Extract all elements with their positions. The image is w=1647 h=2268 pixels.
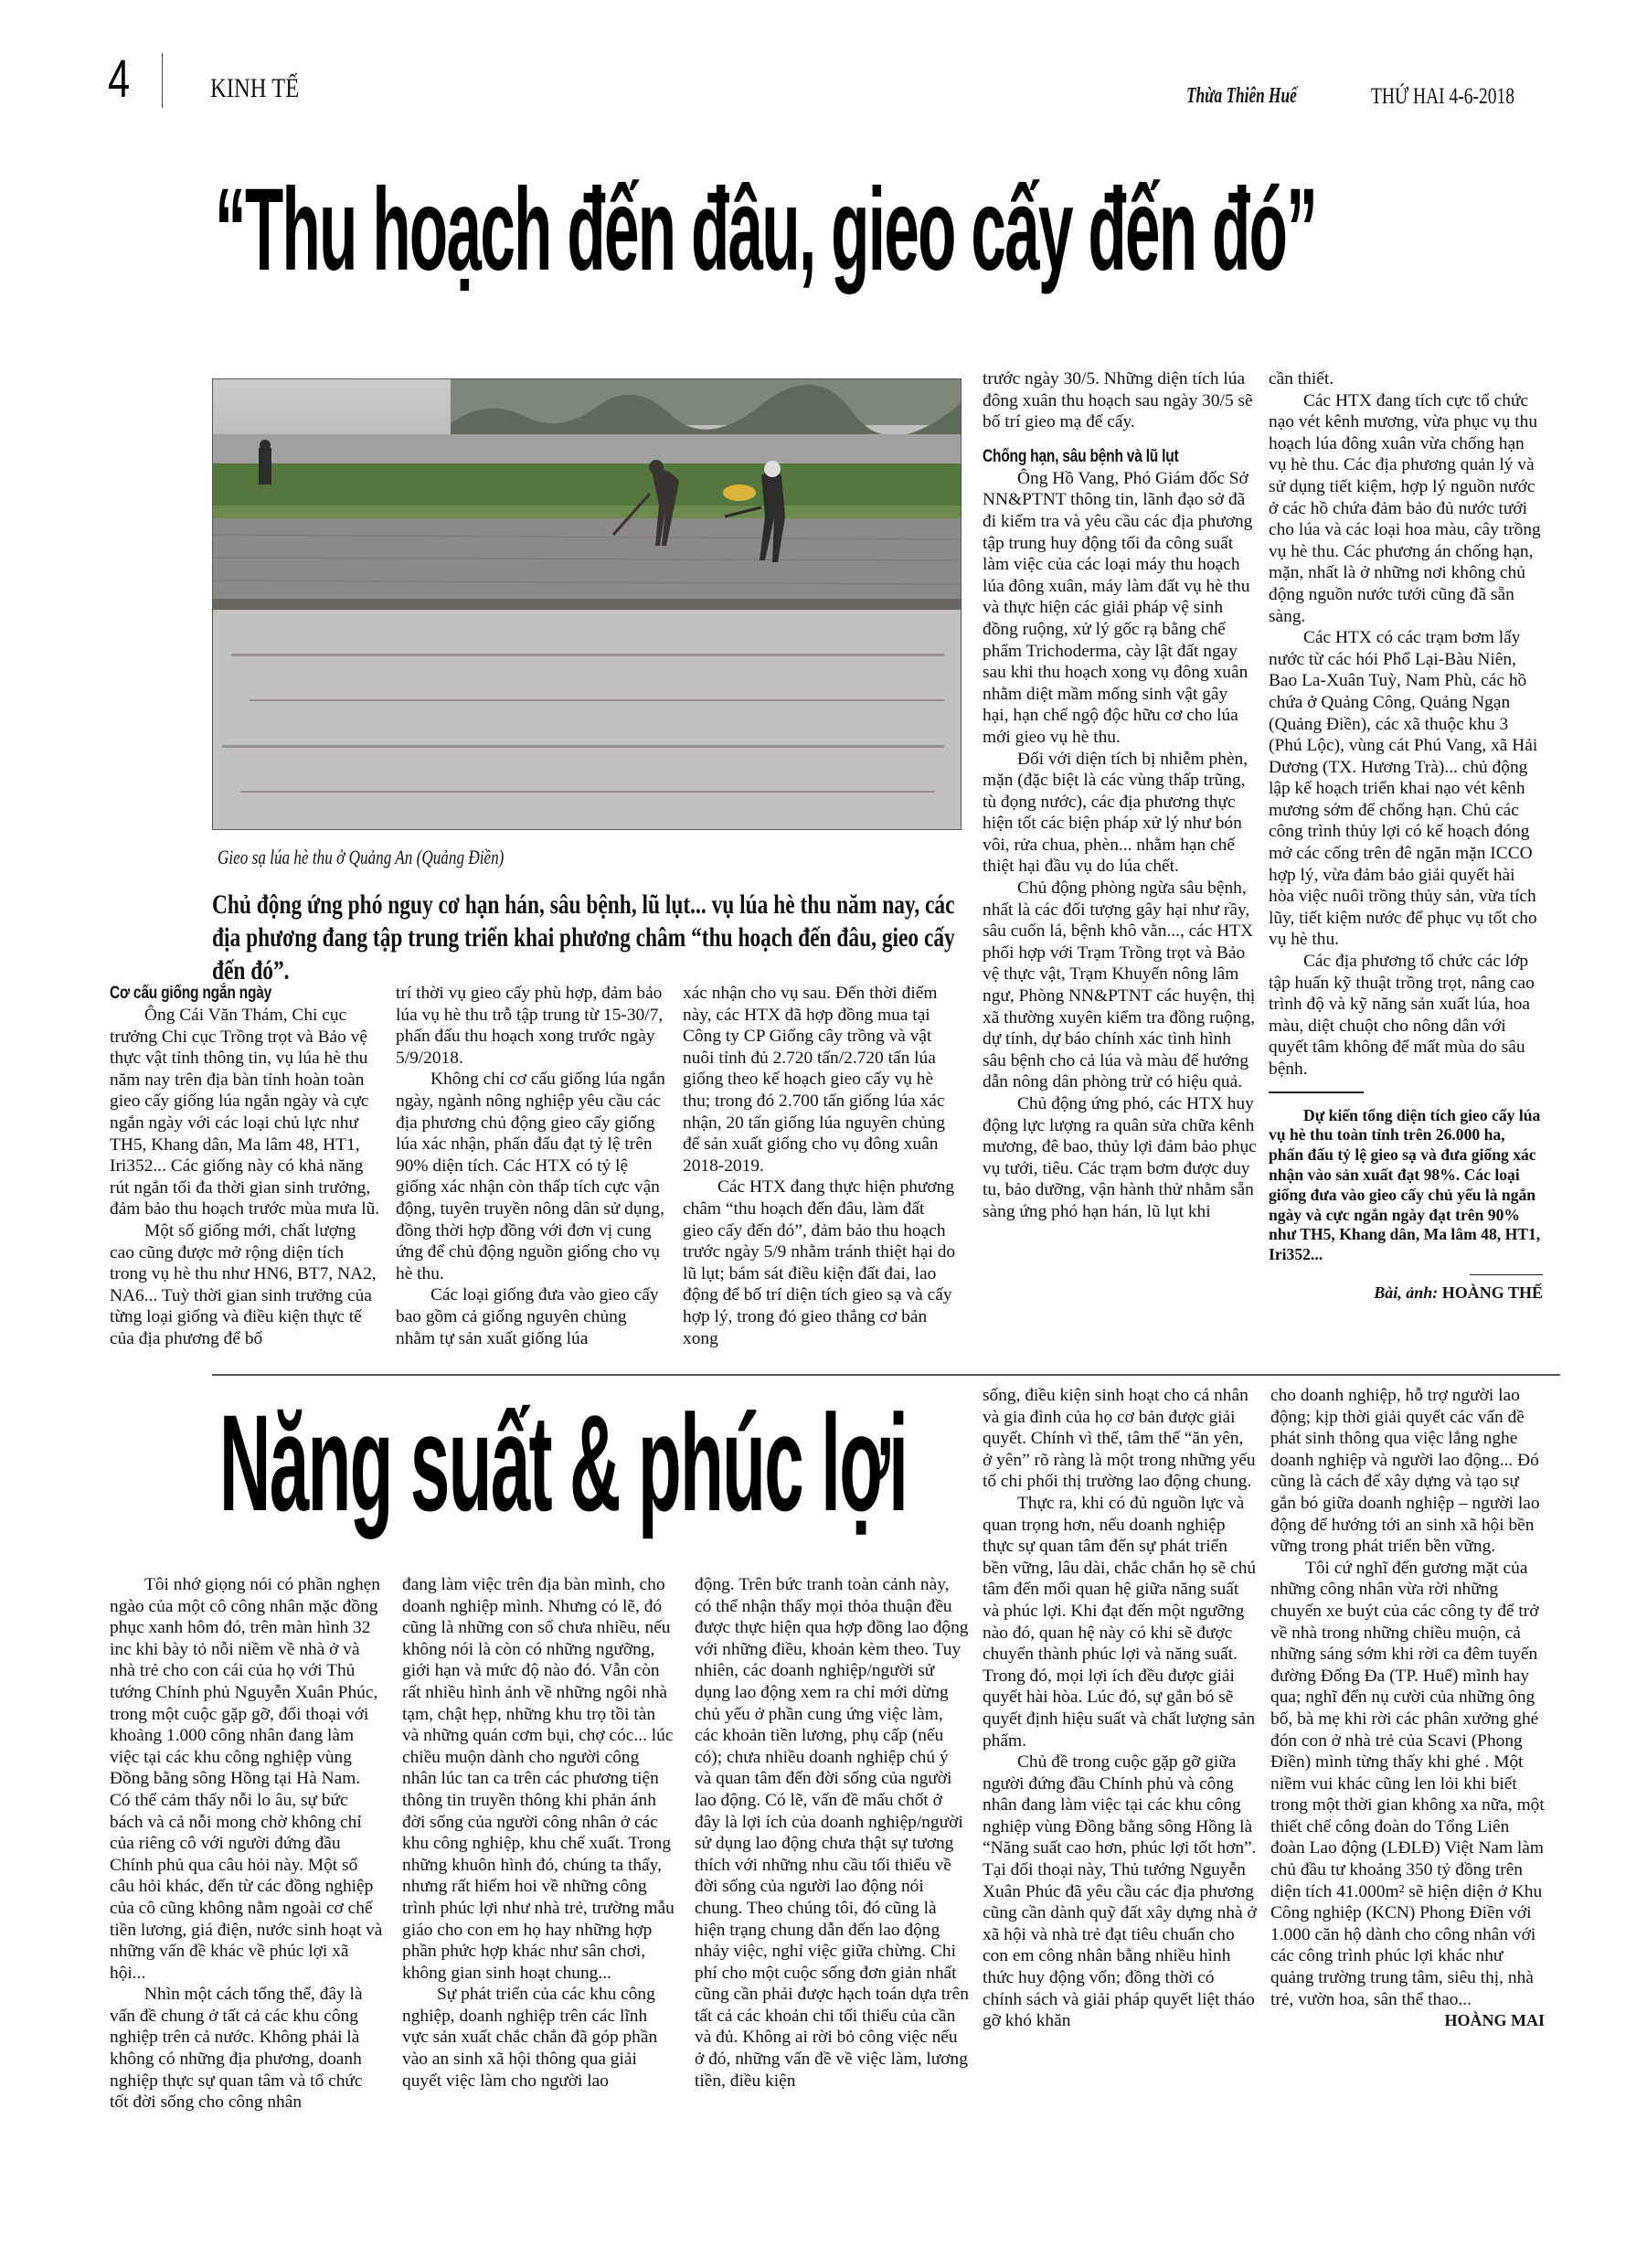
paragraph: động. Trên bức tranh toàn cảnh này, có thể nhận thấy mọi thỏa thuận đều được thực hiện qua hợp đồng lao động với những điều, khoản kèm theo. Tuy nhiên, các doanh nghiệp/người sử dụng lao động xem ra chỉ mới dừng chủ yếu ở phần cung ứng việc làm, các khoản tiền lương, phụ cấp (nếu có); chưa nhiều doanh nghiệp chú ý và quan tâm đến đời sống của người lao động. Có lẽ, vấn đề mấu chốt ở đây là lợi ích của doanh nghiệp/người sử dụng lao động chưa thật sự tương thích với những nhu cầu tối thiểu về đời sống của người lao động nói chung. Theo chúng tôi, đó cũng là hiện trạng chung dẫn đến lao động nhảy việc, nghỉ việc giữa chừng. Chi phí cho một cuộc sống đơn giản nhất cũng cần phải được hạch toán dựa trên tất cả các khoản chi tối thiểu của cần và đủ. Không ai rời bỏ công việc nếu ở đó, những vấn đề về việc làm, lương tiền, điều kiện — [695, 1575, 969, 2091]
paragraph: Tôi cứ nghĩ đến gương mặt của những công nhân vừa rời những chuyến xe buýt của các công ty để trở về nhà trong những chiều muộn, cả những sáng sớm khi rời ca đêm tuyến đường Đống Đa (TP. Huế) mình hay qua; nghĩ đến nụ cười của những ông bố, bà mẹ khi rời các phân xưởng ghé đón con ở nhà trẻ của Scavi (Phong Điền) mình từng thấy khi ghé . Một niềm vui khác cũng len lỏi khi biết trong một thời gian không xa nữa, một thiết chế công đoàn do Tổng Liên đoàn Lao động (LĐLĐ) Việt Nam làm chủ đầu tư khoảng 350 tỷ đồng trên diện tích 41.000m² sẽ hiện diện ở Khu Công nghiệp (KCN) Phong Điền với 1.000 căn hộ dành cho công nhân với các công trình phúc lợi khác như quảng trường trung tâm, siêu thị, nhà trẻ, vườn hoa, sân thể thao... — [1270, 1558, 1545, 2009]
paragraph: Chủ đề trong cuộc gặp gỡ giữa người đứng đầu Chính phủ và công nhân đang làm việc tại các khu công nghiệp vùng Đồng bằng sông Hồng là “Năng suất cao hơn, phúc lợi tốt hơn”. Tại đối thoại này, Thủ tướng Nguyễn Xuân Phúc đã yêu cầu các địa phương cũng cần dành quỹ đất xây dựng nhà ở xã hội và nhà trẻ đạt tiêu chuẩn cho con em công nhân bằng nhiều hình thức huy động vốn; đồng thời có chính sách và giải pháp quyết liệt tháo gỡ khó khăn — [983, 1752, 1257, 2031]
rice-field-photo — [212, 378, 962, 830]
byline-divider — [1470, 1274, 1543, 1275]
article-divider — [212, 1374, 1560, 1376]
paragraph: trước ngày 30/5. Những diện tích lúa đông xuân thu hoạch sau ngày 30/5 sẽ bố trí gieo mạ để cấy. — [983, 369, 1253, 432]
paragraph: Tôi nhớ giọng nói có phần nghẹn ngào của một cô công nhân mặc đồng phục xanh hôm đó, trên màn hình 32 inc khi bày tỏ nỗi niềm về nhà ở và nhà trẻ cho con cái của họ với Thủ tướng Chính phủ Nguyễn Xuân Phúc, trong một cuộc gặp gỡ, đối thoại với khoảng 1.000 công nhân đang làm việc tại các khu công nghiệp vùng Đồng bằng sông Hồng tại Hà Nam. Có thể cảm thấy nỗi lo âu, sự bức bách và cả nỗi mong chờ không chỉ của riêng cô với người đứng đầu Chính phủ qua câu hỏi này. Một số câu hỏi khác, đến từ các đồng nghiệp của cô cũng không nằm ngoài cơ chế tiền lương, giá điện, nước sinh hoạt và những vấn đề khác về phúc lợi xã hội... — [110, 1575, 383, 1983]
newspaper-name: Thừa Thiên Huế — [1186, 84, 1297, 108]
article2-headline: Năng suất & phúc lợi — [219, 1386, 908, 1539]
photo-caption: Gieo sạ lúa hè thu ở Quảng An (Quảng Điền) — [218, 846, 505, 868]
article2-column-3 — [695, 1574, 969, 2092]
paragraph: Không chỉ cơ cấu giống lúa ngắn ngày, ngành nông nghiệp yêu cầu các địa phương chủ động gieo cấy giống lúa xác nhận, phấn đấu đạt tỷ lệ trên 90% diện tích. Các HTX có tỷ lệ giống xác nhận còn thấp tích cực vận động, tuyên truyền nông dân sử dụng, đồng thời hợp đồng với đơn vị cung ứng để chủ động nguồn giống cho vụ hè thu. — [396, 1070, 665, 1283]
article1-column-2 — [396, 983, 670, 1349]
paragraph: Thực ra, khi có đủ nguồn lực và quan trọng hơn, nếu doanh nghiệp thực sự quan tâm đến sự phát triển bền vững, lâu dài, chắc chắn họ sẽ chú tâm đến mối quan hệ giữa năng suất và phúc lợi. Khi đạt đến một ngưỡng nào đó, quan hệ này có khi sẽ được chuyển thành phúc lợi và năng suất. Trong đó, mọi lợi ích đều được giải quyết hài hòa. Lúc đó, sự gắn bó sẽ quyết định hiệu suất và chất lượng sản phẩm. — [983, 1493, 1257, 1751]
article1-headline: “Thu hoạch đến đâu, gieo cấy đến đó” — [215, 165, 1317, 295]
paragraph: cho doanh nghiệp, hỗ trợ người lao động; kịp thời giải quyết các vấn đề phát sinh thông qua việc lắng nghe doanh nghiệp và người lao động... Đó cũng là cách để xây dựng và tạo sự gắn bó giữa doanh nghiệp – người lao động để hướng tới an sinh xã hội bền vững trong phát triển bền vững. — [1270, 1386, 1540, 1557]
paragraph: Các địa phương tổ chức các lớp tập huấn kỹ thuật trồng trọt, nâng cao trình độ và kỹ năng sản xuất lúa, hoa màu, diệt chuột cho nông dân với quyết tâm không để mất mùa do sâu bệnh. — [1269, 952, 1535, 1079]
highlight-box — [1269, 1106, 1543, 1265]
paragraph: Ông Cái Văn Thám, Chi cục trưởng Chi cục Trồng trọt và Bảo vệ thực vật tỉnh thông tin, vụ lúa hè thu năm nay trên địa bàn tỉnh hoàn toàn gieo cấy giống lúa ngắn ngày và cực ngắn ngày với các loại chủ lực như TH5, Khang dân, Ma lâm 48, HT1, Iri352... Các giống này có khả năng rút ngắn tối đa thời gian sinh trưởng, đảm bảo thu hoạch trước mùa mưa lũ. — [110, 1006, 380, 1219]
paragraph: Các HTX có các trạm bơm lấy nước từ các hói Phổ Lại-Bàu Niên, Bao La-Xuân Tuỳ, Nam Phù, các hồ chứa ở Quảng Công, Quảng Ngạn (Quảng Điền), các xã thuộc khu 3 (Phú Lộc), vùng cát Phú Vang, xã Hải Dương (TX. Hương Trà)... chủ động lập kế hoạch triển khai nạo vét kênh mương sớm để chống hạn. Chủ các công trình thủy lợi có kế hoạch đóng mở các cống trên đê ngăn mặn ICCO hợp lý, vừa đảm bảo giải quyết hài hòa việc nuôi trồng thủy sản, vừa tích lũy, tiết kiệm nước để phục vụ tốt cho vụ hè thu. — [1269, 628, 1538, 950]
paragraph: Nhìn một cách tổng thể, đây là vấn đề chung ở tất cả các khu công nghiệp trên cả nước. Không phải là không có những địa phương, doanh nghiệp thực sự quan tâm và tổ chức tốt đời sống cho công nhân — [110, 1985, 363, 2113]
article1-column-3 — [683, 983, 957, 1349]
paragraph: Chủ động ứng phó, các HTX huy động lực lượng ra quân sửa chữa kênh mương, đê bao, thủy lợi đảm bảo phục vụ tưới, tiêu. Các trạm bơm được duy tu, bảo dưỡng, vận hành thử nhằm sẵn sàng ứng phó hạn hán, lũ lụt khi — [983, 1094, 1257, 1221]
subhead-short-term-varieties: Cơ cấu giống ngắn ngày — [110, 984, 272, 1003]
page-number: 4 — [108, 49, 131, 109]
header-divider — [162, 53, 163, 108]
paragraph: Đối với diện tích bị nhiễm phèn, mặn (đặc biệt là các vùng thấp trũng, tù đọng nước), các địa phương thực hiện tốt các biện pháp xử lý như bón vôi, rửa chua, phèn... nhằm hạn chế thiệt hại đầu vụ do lúa chết. — [983, 749, 1249, 877]
article1-column-5 — [1269, 368, 1543, 1304]
article1-column-1 — [110, 983, 384, 1350]
paragraph: cần thiết. — [1269, 369, 1334, 389]
paragraph: Ông Hồ Vang, Phó Giám đốc Sở NN&PTNT thông tin, lãnh đạo sở đã đi kiểm tra và yêu cầu các địa phương tập trung huy động tối đa công suất làm việc của các loại máy thu hoạch lúa đông xuân, máy làm đất vụ hè thu và thực hiện các giải pháp vệ sinh đồng ruộng, xử lý gốc rạ bằng chế phẩm Trichoderma, cày lật đất ngay sau khi thu hoạch xong vụ đông xuân nhằm diệt mầm mống sinh vật gây hại, hạn chế ngộ độc hữu cơ cho lúa mới gieo vụ hè thu. — [983, 468, 1253, 747]
byline-label: Bài, ảnh: — [1374, 1283, 1439, 1302]
byline-author: HOÀNG THẾ — [1441, 1283, 1543, 1302]
paragraph: Các HTX đang thực hiện phương châm “thu hoạch đến đâu, làm đất gieo cấy đến đó”, đảm bảo thu hoạch trước ngày 5/9 nhằm tránh thiệt hại do lũ lụt; bám sát điều kiện đất đai, lao động để bố trí diện tích gieo sạ và cấy hợp lý, trong đó gieo thẳng cơ bản xong — [683, 1177, 956, 1348]
subhead-drought-pests-floods: Chống hạn, sâu bệnh và lũ lụt — [983, 446, 1179, 466]
article1-byline — [1269, 1283, 1543, 1304]
paragraph: Chủ động phòng ngừa sâu bệnh, nhất là các đối tượng gây hại như rầy, sâu cuốn lá, bệnh khô vằn..., các HTX phối hợp với Trạm Trồng trọt và Bảo vệ thực vật, Trạm Khuyến nông lâm ngư, Phòng NN&PTNT các huyện, thị xã thường xuyên kiểm tra đồng ruộng, dự tính, dự báo chính xác tình hình sâu bệnh cho cả lúa và màu để hướng dẫn nông dân phòng trừ có hiệu quả. — [983, 878, 1256, 1092]
article2-byline: HOÀNG MAI — [1444, 2011, 1545, 2030]
article2-column-5 — [1270, 1385, 1545, 2032]
paragraph: Sự phát triển của các khu công nghiệp, doanh nghiệp trên các lĩnh vực sản xuất chắc chắn đã góp phần vào an sinh xã hội thông qua giải quyết việc làm cho người lao — [402, 1985, 658, 2091]
paragraph: trí thời vụ gieo cấy phù hợp, đảm bảo lúa vụ hè thu trỗ tập trung từ 15-30/7, phấn đấu thu hoạch xong trước ngày 5/9/2018. — [396, 984, 664, 1068]
paragraph: Các loại giống đưa vào gieo cấy bao gồm cả giống nguyên chủng nhằm tự sản xuất giống lúa — [396, 1285, 659, 1348]
issue-date: THỨ HAI 4-6-2018 — [1371, 84, 1515, 109]
article2-column-4 — [983, 1385, 1257, 2032]
article1-sapo: Chủ động ứng phó nguy cơ hạn hán, sâu bệnh, lũ lụt... vụ lúa hè thu năm nay, các địa phương đang tập trung triển khai phương châm “thu hoạch đến đâu, gieo cấy đến đó”. — [212, 889, 955, 985]
highlight-text: Dự kiến tổng diện tích gieo cấy lúa vụ hè thu toàn tỉnh trên 26.000 ha, phấn đấu tỷ lệ gieo sạ và đưa giống xác nhận vào sản xuất đạt 98%. Các loại giống đưa vào gieo cấy chủ yếu là ngắn ngày và cực ngắn ngày đạt trên 90% như TH5, Khang dân, Ma lâm 48, HT1, Iri352... — [1269, 1105, 1541, 1264]
paragraph: Một số giống mới, chất lượng cao cũng được mở rộng diện tích trong vụ hè thu như HN6, BT7, NA2, NA6... Tuỳ thời gian sinh trưởng của từng loại giống và điều kiện thực tế của địa phương để bố — [110, 1220, 377, 1348]
highlight-divider — [1269, 1091, 1364, 1093]
article2-column-2 — [402, 1574, 676, 2092]
paragraph: Các HTX đang tích cực tổ chức nạo vét kênh mương, vừa phục vụ thu hoạch lúa đông xuân vừa chống hạn vụ hè thu. Các địa phương quản lý và sử dụng tiết kiệm, hợp lý nguồn nước ở các hồ chứa đảm bảo đủ nước tưới cho lúa và các loại hoa màu, cây trồng vụ hè thu. Các phương án chống hạn, mặn, nhất là ở những nơi không chủ động nguồn nước tưới cũng đã sẵn sàng. — [1269, 390, 1541, 626]
section-title: KINH TẾ — [210, 73, 300, 103]
article2-column-1 — [110, 1574, 384, 2114]
paragraph: sống, điều kiện sinh hoạt cho cá nhân và gia đình của họ cơ bản được giải quyết. Chính vì thế, tâm thế “ăn yên, ở yên” rõ ràng là một trong những yếu tố chi phối thị trường lao động chung. — [983, 1386, 1256, 1492]
paragraph: xác nhận cho vụ sau. Đến thời điểm này, các HTX đã hợp đồng mua tại Công ty CP Giống cây trồng và vật nuôi tỉnh đủ 2.720 tấn/2.720 tấn lúa giống theo kế hoạch gieo cấy vụ hè thu; trong đó 2.700 tấn giống lúa xác nhận, 20 tấn giống lúa nguyên chủng để sản xuất giống cho vụ đông xuân 2018-2019. — [683, 984, 946, 1176]
article1-column-4 — [983, 368, 1257, 1223]
paragraph: đang làm việc trên địa bàn mình, cho doanh nghiệp mình. Nhưng có lẽ, đó cũng là những con số chưa nhiều, nếu không nói là còn có những ngưỡng, giới hạn và mức độ nào đó. Vẫn còn rất nhiều hình ảnh về những ngôi nhà tạm, chật hẹp, những khu trọ tồi tàn và những quán cơm bụi, chợ cóc... lúc chiều muộn dành cho người công nhân lúc tan ca trên các phương tiện thông tin truyền thông khi phản ánh đời sống của người công nhân ở các khu công nghiệp, khu chế xuất. Trong những khuôn hình đó, chúng ta thấy, nhưng rất hiếm hoi về những công trình phúc lợi như nhà trẻ, trường mẫu giáo cho con em họ hay những hợp phần phức hợp khác như sân chơi, không gian sinh hoạt chung... — [402, 1575, 675, 1983]
